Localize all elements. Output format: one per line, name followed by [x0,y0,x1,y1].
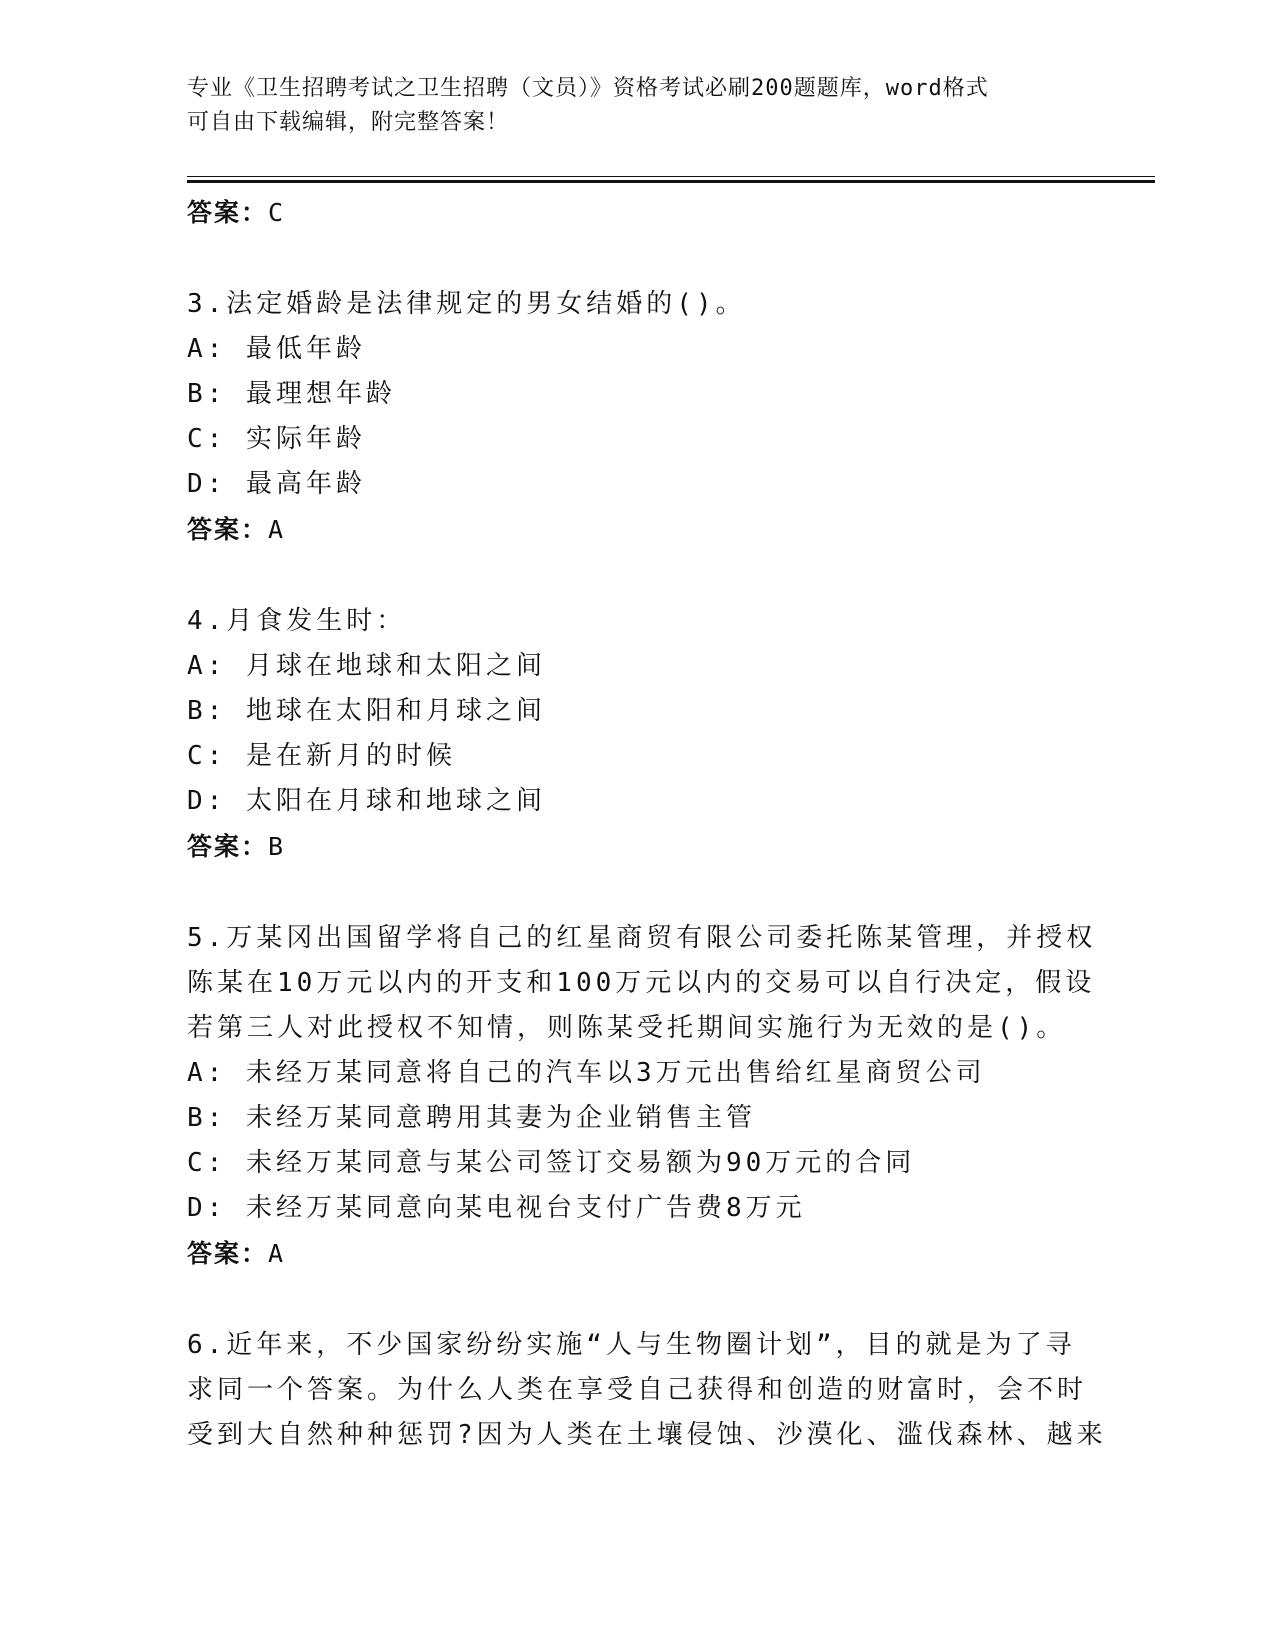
answer-value: A [268,1239,286,1268]
option-b: B: 未经万某同意聘用其妻为企业销售主管 [187,1103,756,1133]
answer-line [187,1231,1087,1276]
option-b: B: 最理想年龄 [187,379,396,409]
question-stem-line-1: 5.万某冈出国留学将自己的红星商贸有限公司委托陈某管理，并授权 [187,923,1097,953]
question-stem-line-3: 若第三人对此授权不知情，则陈某受托期间实施行为无效的是()。 [187,1013,1067,1043]
option-d: D: 未经万某同意向某电视台支付广告费8万元 [187,1193,806,1223]
header-divider-thick [187,180,1155,183]
question-stem-line-2: 陈某在10万元以内的开支和100万元以内的交易可以自行决定，假设 [187,968,1096,998]
option-c: C: 实际年龄 [187,424,366,454]
answer-value: C [268,198,286,227]
question-item [187,1323,1107,1458]
question-item [187,282,1087,552]
answer-line [187,507,1087,552]
spacer [187,869,1087,916]
option-a: A: 最低年龄 [187,334,366,364]
answer-label: 答案： [187,1239,269,1268]
answer-line [187,190,1087,235]
header-line-2: 可自由下载编辑，附完整答案！ [187,110,510,135]
question-list [187,190,1107,1458]
header-line-1: 专业《卫生招聘考试之卫生招聘（文员）》资格考试必刷200题题库，word格式 [187,76,989,101]
spacer [187,235,1087,282]
question-item [187,599,1087,869]
answer-label: 答案： [187,515,269,544]
option-c: C: 未经万某同意与某公司签订交易额为90万元的合同 [187,1148,916,1178]
page-header [187,72,1067,140]
question-stem-line-3: 受到大自然种种惩罚?因为人类在土壤侵蚀、沙漠化、滥伐森林、越来 [187,1420,1107,1450]
spacer [187,1276,1087,1323]
question-stem-line-2: 求同一个答案。为什么人类在享受自己获得和创造的财富时，会不时 [187,1375,1088,1405]
question-stem: 4.月食发生时： [187,606,407,636]
option-a: A: 月球在地球和太阳之间 [187,651,546,681]
answer-line [187,824,1087,869]
answer-value: A [268,515,286,544]
option-d: D: 最高年龄 [187,469,366,499]
answer-label: 答案： [187,832,269,861]
question-stem: 3.法定婚龄是法律规定的男女结婚的()。 [187,289,746,319]
answer-value: B [268,832,286,861]
spacer [187,552,1087,599]
option-a: A: 未经万某同意将自己的汽车以3万元出售给红星商贸公司 [187,1058,986,1088]
question-item [187,916,1097,1276]
option-b: B: 地球在太阳和月球之间 [187,696,546,726]
option-d: D: 太阳在月球和地球之间 [187,786,546,816]
answer-label: 答案： [187,198,269,227]
header-divider-thin [187,176,1155,177]
option-c: C: 是在新月的时候 [187,741,456,771]
question-stem-line-1: 6.近年来，不少国家纷纷实施“人与生物圈计划”，目的就是为了寻 [187,1330,1076,1360]
